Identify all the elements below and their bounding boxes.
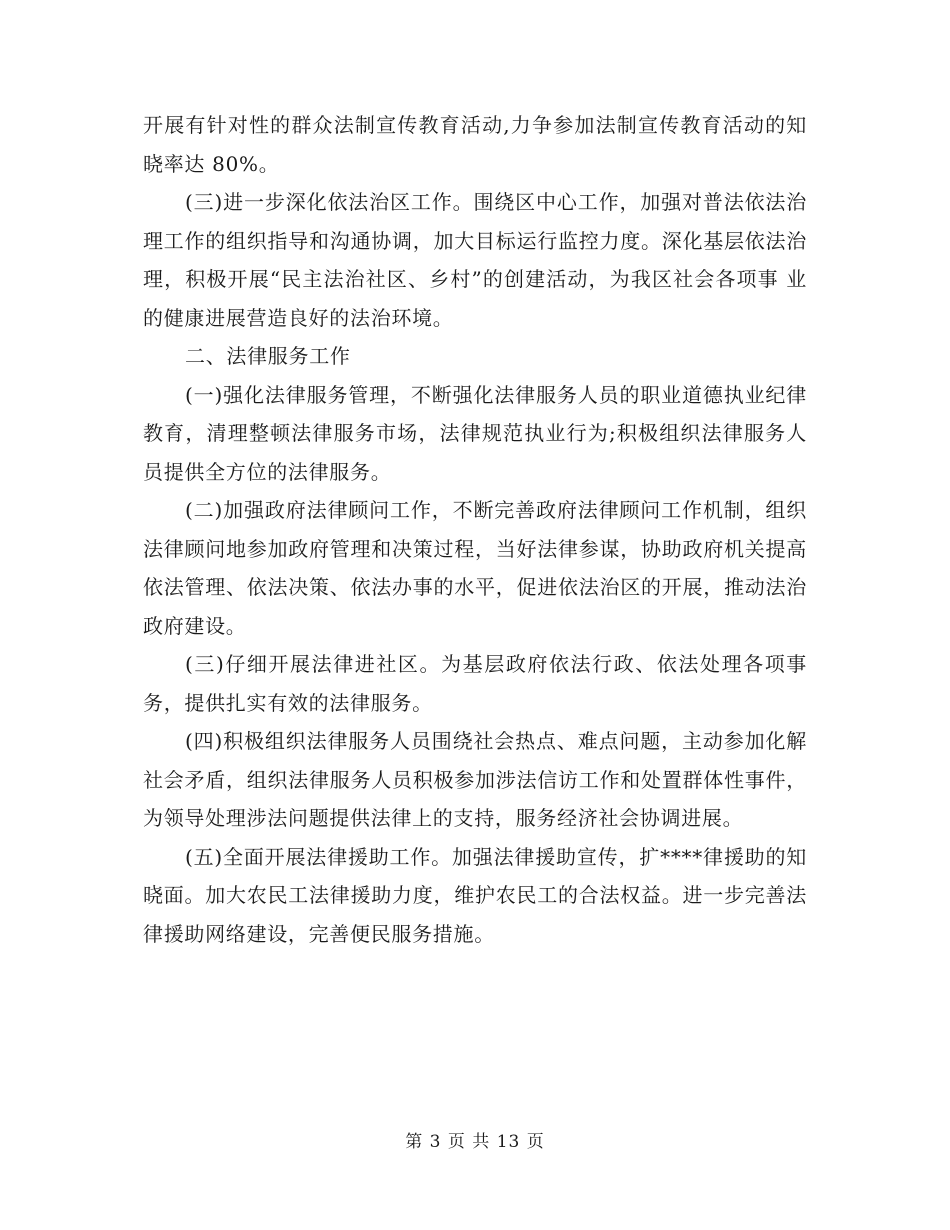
paragraph-continuation: 开展有针对性的群众法制宣传教育活动,力争参加法制宣传教育活动的知晓率达 80%。 <box>143 113 807 176</box>
page-number-footer: 第 3 页 共 13 页 <box>405 1132 545 1152</box>
paragraph-item-5: (五)全面开展法律援助工作。加强法律援助宣传，扩****律援助的知晓面。加大农民工法律援助力度，维护农民工的合法权益。进一步完善法律援助网络建设，完善便民服务措施。 <box>143 844 807 946</box>
paragraph-item-1: (一)强化法律服务管理，不断强化法律服务人员的职业道德执业纪律教育，清理整顿法律服务市场，法律规范执业行为;积极组织法律服务人员提供全方位的法律服务。 <box>143 382 807 484</box>
paragraph-section-3-rule-of-law: (三)进一步深化依法治区工作。围绕区中心工作，加强对普法依法治理工作的组织指导和沟通协调，加大目标运行监控力度。深化基层依法治理，积极开展“民主法治社区、乡村”的创建活动，为我区社会各项事 业的健康进展营造良好的法治环境。 <box>143 190 807 330</box>
paragraph-item-4: (四)积极组织法律服务人员围绕社会热点、难点问题，主动参加化解社会矛盾，组织法律服务人员积极参加涉法信访工作和处置群体性事件，为领导处理涉法问题提供法律上的支持，服务经济社会协调进展。 <box>143 729 807 830</box>
paragraph-item-2: (二)加强政府法律顾问工作，不断完善政府法律顾问工作机制，组织法律顾问地参加政府管理和决策过程，当好法律参谋，协助政府机关提高依法管理、依法决策、依法办事的水平，促进依法治区的开展，推动法治政府建设。 <box>143 498 807 638</box>
document-body <box>143 106 807 953</box>
paragraph-item-3: (三)仔细开展法律进社区。为基层政府依法行政、依法处理各项事务，提供扎实有效的法律服务。 <box>143 652 807 715</box>
section-heading-legal-services: 二、法律服务工作 <box>185 344 351 368</box>
